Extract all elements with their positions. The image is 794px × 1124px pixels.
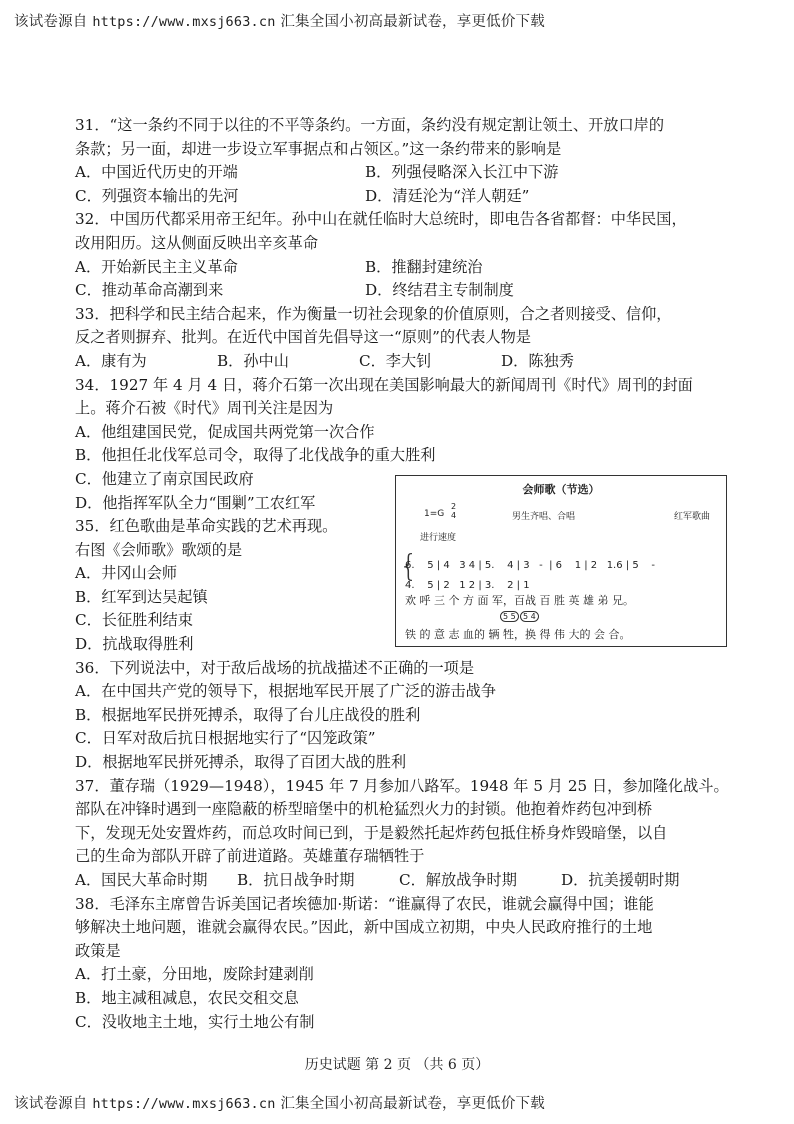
question-text-line: 部队在冲锋时遇到一座隐蔽的桥型暗堡中的机枪猛烈火力的封锁。他抱着炸药包冲到桥 — [75, 800, 653, 819]
option-b: B．列强侵略深入长江中下游 — [365, 163, 559, 182]
song-title: 会师歌（节选） — [522, 483, 600, 496]
question-text-line: 38．毛泽东主席曾告诉美国记者埃德加·斯诺：“谁赢得了农民，谁就会赢得中国；谁能 — [75, 894, 654, 913]
option-c: C．长征胜利结束 — [75, 611, 193, 630]
option-c: C．推动革命高潮到来 — [75, 281, 224, 300]
song-lyrics-1: 欢 呼 三 个 方 面 军，百战 百 胜 英 雄 弟 兄。 — [405, 594, 634, 607]
option-b: B．推翻封建统治 — [365, 257, 483, 276]
option-a: A．康有为 — [75, 351, 147, 370]
options-row — [75, 185, 725, 209]
option-c: C．没收地主土地，实行土地公有制 — [75, 1012, 315, 1031]
options-row — [75, 350, 725, 374]
option-d: D．他指挥军队全力“围剿”工农红军 — [75, 493, 316, 512]
song-composer: 红军歌曲 — [674, 512, 711, 522]
options-row — [75, 256, 725, 280]
question-text-line: 条款；另一面，却进一步设立军事据点和占领区。”这一条约带来的影响是 — [75, 139, 562, 158]
song-notes — [405, 556, 655, 596]
option-b: B．红军到达吴起镇 — [75, 587, 208, 606]
song-lyrics-2: 铁 的 意 志 血的 辆 牲，换 得 伟 大的 会 合。 — [405, 628, 631, 641]
option-a: A．他组建国民党，促成国共两党第一次合作 — [75, 422, 375, 441]
question-text-line: 35．红色歌曲是革命实践的艺术再现。 — [75, 517, 338, 536]
option-c: C．解放战争时期 — [399, 871, 517, 889]
option-a: A．中国近代历史的开端 — [75, 163, 238, 182]
option-a: A．开始新民主主义革命 — [75, 257, 238, 276]
question-text-line: 32．中国历代都采用帝王纪年。孙中山在就任临时大总统时，即电告各省都督：中华民国， — [75, 210, 687, 229]
option-a: A．打土豪，分田地，废除封建剥削 — [75, 965, 314, 984]
option-c: C．李大钊 — [359, 351, 432, 370]
question-31 — [75, 114, 725, 208]
option-d: D．陈独秀 — [501, 351, 574, 370]
option-b: B．根据地军民拼死搏杀，取得了台儿庄战役的胜利 — [75, 705, 421, 724]
question-text-line: 下，发现无处安置炸药，而总攻时间已到，于是毅然托起炸药包抵住桥身炸毁暗堡，以自 — [75, 823, 668, 842]
question-text-line: 上。蒋介石被《时代》周刊关注是因为 — [75, 399, 334, 418]
options-row — [75, 869, 725, 893]
question-33 — [75, 303, 725, 374]
circled-notes-1: 5 5 — [500, 611, 519, 622]
banner-suffix: 汇集全国小初高最新试卷，享更低价下载 — [280, 1096, 545, 1112]
option-d: D．终结君主专制制度 — [365, 281, 514, 300]
option-a: A．井冈山会师 — [75, 564, 178, 583]
option-d: D．清廷沦为“洋人朝廷” — [365, 186, 530, 205]
notes-top-staff: 6. 5 | 4 3 4 | 5. 4 | 3 - | 6 1 | 2 1.6 | 5 - — [405, 560, 656, 571]
options-row — [75, 161, 725, 185]
question-text-line: 37．董存瑞（1929—1948），1945 年 7 月参加八路军。1948 年 5 月 25 日，参加隆化战斗。 — [75, 776, 729, 795]
option-d: D．抗美援朝时期 — [561, 871, 680, 889]
question-text-line: 33．把科学和民主结合起来，作为衡量一切社会现象的价值原则，合之者则接受、信仰， — [75, 304, 672, 323]
options-row — [75, 279, 725, 303]
song-voice: 男生齐唱、合唱 — [512, 512, 576, 522]
option-a: A．在中国共产党的领导下，根据地军民开展了广泛的游击战争 — [75, 682, 497, 701]
option-b: B．他担任北伐军总司令，取得了北伐战争的重大胜利 — [75, 446, 436, 465]
question-32 — [75, 208, 725, 302]
question-37 — [75, 775, 729, 893]
option-d: D．抗战取得胜利 — [75, 635, 194, 654]
song-score-figure — [395, 475, 727, 647]
option-c: C．列强资本输出的先河 — [75, 186, 239, 205]
question-text-line: 右图《会师歌》歌颂的是 — [75, 540, 243, 559]
question-text-line: 36．下列说法中，对于敌后战场的抗战描述不正确的一项是 — [75, 658, 475, 677]
question-text-line: 31．“这一条约不同于以往的不平等条约。一方面，条约没有规定割让领土、开放口岸的 — [75, 116, 665, 134]
question-text-line: 34．1927 年 4 月 4 日，蒋介石第一次出现在美国影响最大的新闻周刊《时代》周刊的封面 — [75, 375, 693, 394]
notes-bottom-staff: 4. 5 | 2 1 2 | 3. 2 | 1 — [405, 580, 530, 591]
option-c: C．他建立了南京国民政府 — [75, 469, 254, 488]
option-a: A．国民大革命时期 — [75, 871, 208, 889]
banner-prefix: 该试卷源自 — [14, 14, 88, 30]
question-text-line: 政策是 — [75, 941, 121, 960]
option-b: B．地主减租减息，农民交租交息 — [75, 988, 299, 1007]
option-d: D．根据地军民拼死搏杀，取得了百团大战的胜利 — [75, 753, 407, 772]
question-38 — [75, 893, 725, 1035]
question-text-line: 反之者则摒弃、批判。在近代中国首先倡导这一“原则”的代表人物是 — [75, 328, 531, 347]
time-sig-top: 2 — [451, 502, 457, 511]
question-text-line: 己的生命为部队开辟了前进道路。英雄董存瑞牺牲于 — [75, 847, 425, 866]
banner-url[interactable]: https://www.mxsj663.cn — [92, 14, 276, 30]
page-footer: 历史试题 第 2 页 （共 6 页） — [304, 1057, 490, 1073]
banner-url[interactable]: https://www.mxsj663.cn — [92, 1096, 276, 1112]
question-text-line: 够解决土地问题，谁就会赢得农民。”因此，新中国成立初期，中央人民政府推行的土地 — [75, 918, 653, 937]
banner-suffix: 汇集全国小初高最新试卷，享更低价下载 — [280, 14, 545, 30]
option-b: B．抗日战争时期 — [237, 871, 355, 889]
time-sig-bottom: 4 — [451, 511, 457, 520]
song-time-signature — [451, 502, 456, 520]
source-banner-top — [14, 10, 545, 31]
option-b: B．孙中山 — [217, 351, 289, 370]
song-key: 1=G — [424, 509, 445, 519]
option-c: C．日军对敌后抗日根据地实行了“囚笼政策” — [75, 729, 376, 748]
question-text-line: 改用阳历。这从侧面反映出辛亥革命 — [75, 233, 318, 252]
banner-prefix: 该试卷源自 — [14, 1096, 88, 1112]
song-tempo: 进行速度 — [420, 533, 457, 543]
question-36 — [75, 657, 725, 775]
source-banner-bottom — [14, 1092, 545, 1113]
brace-icon: { — [399, 549, 419, 584]
circled-notes-2: 5 4 — [520, 611, 539, 622]
